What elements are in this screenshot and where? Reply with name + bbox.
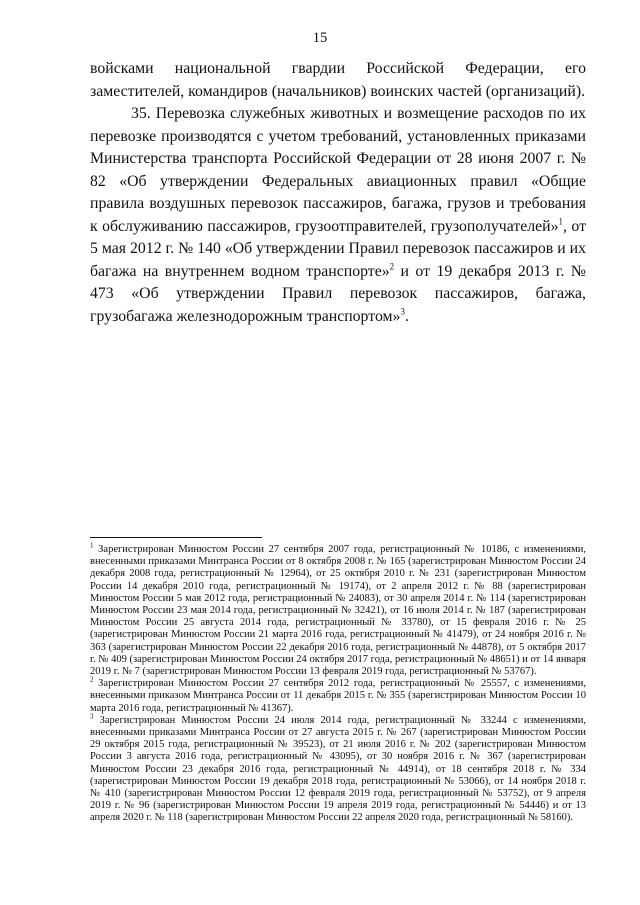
footnote-ref-2: 2	[389, 261, 395, 272]
footnote-1-mark: 1	[90, 541, 94, 550]
footnote-3	[90, 712, 586, 825]
footnote-1	[90, 541, 586, 678]
footnotes	[90, 541, 586, 825]
footnote-2-text: Зарегистрирован Минюстом России 27 сентября 2012 года, регистрационный № 25557, с изменениями, внесенными приказом Минтранса России от 11 декабря 2015 г. № 355 (зарегистрирован Минюстом России 10 марта 2016 года, регистрационный № 41367).	[90, 678, 586, 714]
footnote-separator	[90, 537, 262, 538]
footnote-2-mark: 2	[90, 675, 94, 684]
footnote-3-mark: 3	[90, 712, 94, 721]
footnote-1-text: Зарегистрирован Минюстом России 27 сентября 2007 года, регистрационный № 10186, с изменениями, внесенными приказами Минтранса России от 8 октября 2008 г. № 165 (зарегистрирован Минюстом России 24 декабря 2008 года, регистрационный № 12964), от 25 октября 2010 г. № 231 (зарегистрирован Минюстом России 14 декабря 2010 года, регистрационный № 19174), от 2 апреля 2012 г. № 88 (зарегистрирован Минюстом России 5 мая 2012 года, регистрационный № 24083), от 30 апреля 2014 г. № 114 (зарегистрирован Минюстом России 23 мая 2014 года, регистрационный № 32421), от 16 июля 2014 г. № 187 (зарегистрирован Минюстом России 25 августа 2014 года, регистрационный № 33780), от 15 февраля 2016 г. № 25 (зарегистрирован Минюстом России 21 марта 2016 года, регистрационный № 41479), от 24 ноября 2016 г. № 363 (зарегистрирован Минюстом России 22 декабря 2016 года, регистрационный № 44878), от 5 октября 2017 г. № 409 (зарегистрирован Минюстом России 24 октября 2017 года, регистрационный № 48651) и от 14 января 2019 г. № 7 (зарегистрирован Минюстом России 13 февраля 2019 года, регистрационный № 53767).	[90, 544, 586, 678]
footnote-3-text: Зарегистрирован Минюстом России 24 июля 2014 года, регистрационный № 33244 с изменениями, внесенными приказами Минтранса России от 27 августа 2015 г. № 267 (зарегистрирован Минюстом России 29 октября 2015 года, регистрационный № 39523), от 21 июля 2016 г. № 202 (зарегистрирован Минюстом России 3 августа 2016 года, регистрационный № 43095), от 30 ноября 2016 г. № 367 (зарегистрирован Минюстом России 23 декабря 2016 года, регистрационный № 44914), от 18 сентября 2018 г. № 334 (зарегистрирован Минюстом России 19 декабря 2018 года, регистрационный № 53066), от 14 ноября 2018 г. № 410 (зарегистрирован Минюстом России 12 февраля 2019 года, регистрационный № 53752), от 9 апреля 2019 г. № 96 (зарегистрирован Минюстом России 19 апреля 2019 года, регистрационный № 54446) и от 13 апреля 2020 г. № 118 (зарегистрирован Минюстом России 22 апреля 2020 года, регистрационный № 58160).	[90, 714, 586, 824]
paragraph-35	[90, 103, 586, 328]
page-number: 15	[312, 30, 328, 46]
paragraph-35-part-3: и от 19 декабря 2013 г. № 473 «Об утверждении Правил перевозок пассажиров, багажа, грузобагажа железнодорожным транспортом»	[90, 262, 586, 325]
paragraph-35-part-4: .	[404, 307, 409, 325]
footnote-2	[90, 675, 586, 715]
footnote-ref-1: 1	[558, 216, 564, 227]
paragraph-35-part-2: , от 5 мая 2012 г. № 140 «Об утверждении Правил перевозок пассажиров и их багажа на внутреннем водном транспорте»	[90, 217, 586, 280]
paragraph-continuation: войсками национальной гвардии Российской Федерации, его заместителей, командиров (начальников) воинских частей (организаций).	[90, 60, 586, 100]
paragraph-35-part-1: 35. Перевозка служебных животных и возмещение расходов по их перевозке производятся с учетом требований, установленных приказами Министерства транспорта Российской Федерации от 28 июня 2007 г. № 82 «Об утверждении Федеральных авиационных правил «Общие правила воздушных перевозок пассажиров, багажа, грузов и требования к обслуживанию пассажиров, грузоотправителей, грузополучателей»	[90, 105, 586, 235]
main-text	[90, 58, 586, 328]
footnote-ref-3: 3	[400, 306, 405, 317]
